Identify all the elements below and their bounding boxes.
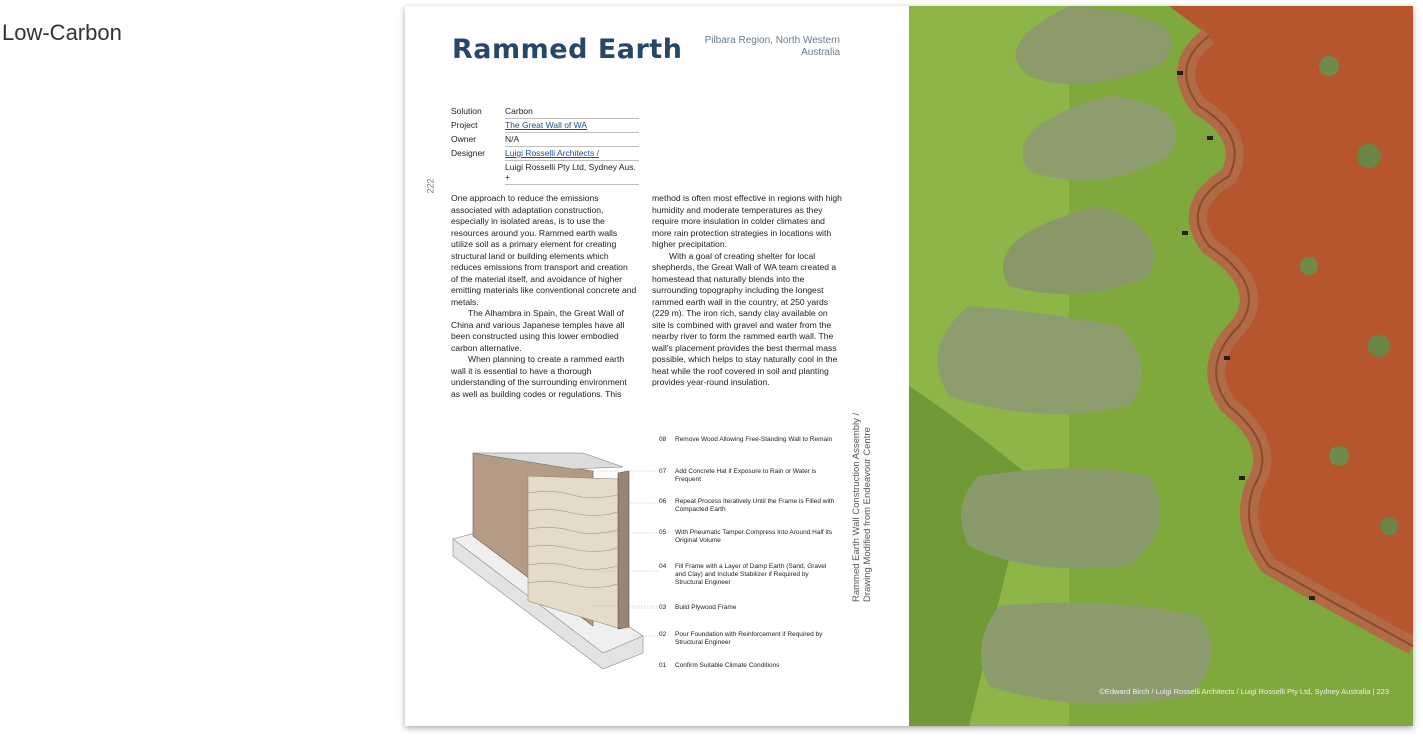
body-column-1 — [451, 193, 637, 400]
step-number: 06 — [659, 498, 667, 505]
paragraph: When planning to create a rammed earth wall it is essential to have a thorough understanding of the surrounding environment as well as building codes or regulations. This — [451, 354, 627, 399]
step-text: Build Plywood Frame — [675, 604, 737, 611]
project-link[interactable]: The Great Wall of WA — [505, 119, 639, 133]
step-text: Add Concrete Hat if Exposure to Rain or Water is Frequent — [675, 468, 817, 483]
paragraph: The Alhambra in Spain, the Great Wall of China and various Japanese temples have all been constructed using this lower embodied carbon alternative. — [451, 308, 625, 353]
info-value: Carbon — [505, 105, 639, 119]
step-text: Fill Frame with a Layer of Damp Earth (Sand, Gravel and Clay) and Include Stabilizer if Required by Structural Engineer — [675, 563, 827, 586]
diagram-caption: Rammed Earth Wall Construction Assembly / Drawing Modified from Endeavour Centre — [851, 412, 873, 602]
project-info-table — [451, 105, 639, 185]
step-number: 08 — [659, 436, 667, 443]
info-row — [451, 105, 639, 119]
page-number-left: 222 — [425, 178, 436, 194]
page-title: Rammed Earth — [452, 34, 683, 65]
info-value: Luigi Rosselli Pty Ltd, Sydney Aus. + — [505, 161, 639, 185]
info-row — [451, 147, 639, 161]
info-key: Designer — [451, 147, 486, 158]
step-text: With Pneumatic Tamper Compress Into Around Half its Original Volume — [675, 529, 833, 544]
info-key: Solution — [451, 106, 482, 116]
rammed-earth-wall-diagram — [443, 431, 658, 671]
right-page — [909, 6, 1413, 726]
paragraph: method is often most effective in regions with high humidity and moderate temperatures as they require more insulation in colder climates and more rain protection strategies in locations with higher precipitation. — [652, 193, 842, 249]
photo-credit: ©Edward Birch / Luigi Rosselli Architects / Luigi Rosselli Pty Ltd, Sydney Australia | 223 — [1099, 687, 1389, 696]
step-number: 07 — [659, 468, 667, 475]
section-title: Low-Carbon — [2, 20, 122, 45]
info-key — [451, 161, 505, 185]
paragraph: One approach to reduce the emissions associated with adaptation construction, especially in isolated areas, is to use the resources around you. Rammed earth walls utilize soil as a primary element for creating structural land or building elements which reduces emissions from transport and creation of the material itself, and avoidance of higher emitting materials like conventional concrete and metals. — [451, 193, 637, 307]
info-row — [451, 161, 639, 185]
step-text: Remove Wood Allowing Free-Standing Wall to Remain — [675, 436, 833, 443]
designer-link[interactable]: Luigi Rosselli Architects / — [505, 147, 639, 161]
step-text: Confirm Suitable Climate Conditions — [675, 662, 780, 669]
step-text: Pour Foundation with Reinforcement if Required by Structural Engineer — [675, 631, 823, 646]
step-number: 02 — [659, 631, 667, 638]
info-value: N/A — [505, 133, 639, 147]
step-number: 03 — [659, 604, 667, 611]
info-key: Owner — [451, 133, 477, 144]
step-number: 01 — [659, 662, 667, 669]
book-spread — [405, 6, 1413, 726]
aerial-photo — [909, 6, 1413, 726]
step-number: 04 — [659, 563, 667, 570]
paragraph: With a goal of creating shelter for local shepherds, the Great Wall of WA team created a homestead that naturally blends into the surrounding topography including the longest rammed earth wall in the country, at 250 yards (229 m). The iron rich, sandy clay available on site is combined with gravel and water from the nearby river to form the rammed earth wall. The wall's placement provides the best thermal mass possible, which helps to stay naturally cool in the heat while the roof covered in soil and planting provides year-round insulation. — [652, 250, 838, 387]
info-key: Project — [451, 119, 478, 130]
left-page — [405, 6, 909, 726]
step-text: Repeat Process Iteratively Until the Frame is Filled with Compacted Earth — [675, 498, 835, 513]
location-label: Pilbara Region, North Western Australia — [704, 35, 840, 58]
info-row — [451, 119, 639, 133]
step-number: 05 — [659, 529, 667, 536]
body-column-2 — [652, 193, 842, 389]
info-row — [451, 133, 639, 147]
